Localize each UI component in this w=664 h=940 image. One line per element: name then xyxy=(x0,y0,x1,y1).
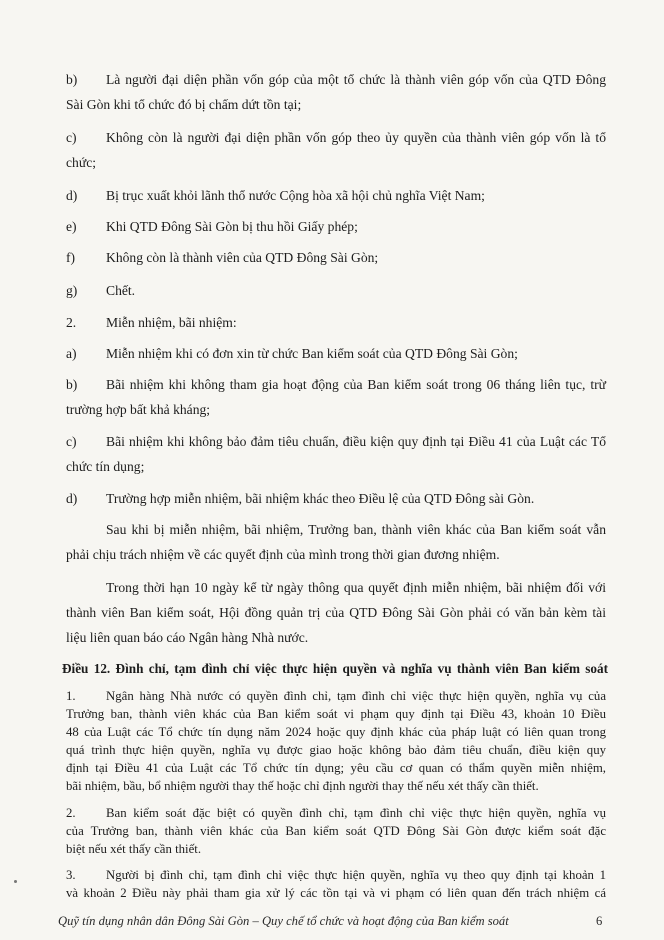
page-footer: Quỹ tín dụng nhân dân Đông Sài Gòn – Quy chế tổ chức và hoạt động của Ban kiểm soát xyxy=(58,914,509,928)
article-12-clause-1-line-4: quá trình thực hiện quyền, nghĩa vụ được giao hoặc không bảo đảm tiêu chuẩn, điều kiện quy xyxy=(66,743,606,757)
scan-speck xyxy=(14,880,17,883)
list-marker-e: e) xyxy=(66,219,77,234)
paragraph-1-line-2: phải chịu trách nhiệm về các quyết định của mình trong thời gian đương nhiệm. xyxy=(66,547,500,562)
article-12-clause-1-marker: 1. xyxy=(66,689,76,703)
item-c-line-2: chức; xyxy=(66,155,97,170)
clause-2-item-c-line-2: chức tín dụng; xyxy=(66,459,145,474)
article-12-heading: Điều 12. Đình chỉ, tạm đình chỉ việc thực hiện quyền và nghĩa vụ thành viên Ban kiểm soát xyxy=(62,661,608,676)
clause-2-marker-b: b) xyxy=(66,377,78,392)
clause-2-item-d: Trường hợp miễn nhiệm, bãi nhiệm khác theo Điều lệ của QTD Đông sài Gòn. xyxy=(106,491,535,506)
list-marker-b: b) xyxy=(66,72,78,87)
clause-2-item-a: Miễn nhiệm khi có đơn xin từ chức Ban kiểm soát của QTD Đông Sài Gòn; xyxy=(106,346,518,361)
page-number: 6 xyxy=(596,914,603,928)
paragraph-2-line-2: thành viên Ban kiểm soát, Hội đồng quản trị của QTD Đông Sài Gòn phải có văn bản kèm tài xyxy=(66,605,606,620)
clause-2-marker-d: d) xyxy=(66,491,78,506)
article-12-clause-2-line-3: biệt nếu xét thấy cần thiết. xyxy=(66,842,202,856)
clause-2-marker-c: c) xyxy=(66,434,77,449)
article-12-clause-1-line-6: bãi nhiệm, bầu, bổ nhiệm người thay thế hoặc chỉ định người thay thế nếu xét thấy cần thiết. xyxy=(66,779,539,793)
article-12-clause-1-line-5: định tại Điều 41 của Luật các Tổ chức tín dụng; yêu cầu cơ quan có thẩm quyền miễn nhiệm, xyxy=(66,761,606,775)
list-marker-g: g) xyxy=(66,283,78,298)
article-12-clause-1-line-1: Ngân hàng Nhà nước có quyền đình chỉ, tạm đình chỉ việc thực hiện quyền, nghĩa vụ của xyxy=(106,689,606,703)
article-12-clause-2-line-2: của Trưởng ban, thành viên khác của Ban kiểm soát QTD Đông Sài Gòn được kiểm soát đặc xyxy=(66,824,606,838)
paragraph-1-line-1: Sau khi bị miễn nhiệm, bãi nhiệm, Trưởng ban, thành viên khác của Ban kiểm soát vẫn xyxy=(106,522,606,537)
clause-2-marker-a: a) xyxy=(66,346,77,361)
list-marker-c: c) xyxy=(66,130,77,145)
article-12-clause-1-line-2: Trưởng ban, thành viên khác của Ban kiểm soát vi phạm quy định tại Điều 43, khoản 10 Điều xyxy=(66,707,606,721)
clause-2-title: Miễn nhiệm, bãi nhiệm: xyxy=(106,315,237,330)
item-d-text: Bị trục xuất khỏi lãnh thổ nước Cộng hòa xã hội chủ nghĩa Việt Nam; xyxy=(106,188,485,203)
article-12-clause-2-line-1: Ban kiểm soát đặc biệt có quyền đình chỉ, tạm đình chỉ việc thực hiện quyền, nghĩa vụ xyxy=(106,806,606,820)
list-marker-f: f) xyxy=(66,250,76,265)
clause-2-item-b-line-1: Bãi nhiệm khi không tham gia hoạt động của Ban kiểm soát trong 06 tháng liên tục, trừ xyxy=(106,377,606,392)
item-b-line-2: Sài Gòn khi tổ chức đó bị chấm dứt tồn tại; xyxy=(66,97,302,112)
article-12-clause-2-marker: 2. xyxy=(66,806,76,820)
item-g-text: Chết. xyxy=(106,283,136,298)
article-12-clause-3-line-1: Người bị đình chỉ, tạm đình chỉ việc thực hiện quyền, nghĩa vụ theo quy định tại khoản 1 xyxy=(106,868,606,882)
clause-2-item-b-line-2: trường hợp bất khả kháng; xyxy=(66,402,211,417)
article-12-clause-3-marker: 3. xyxy=(66,868,76,882)
paragraph-2-line-3: liệu liên quan báo cáo Ngân hàng Nhà nước. xyxy=(66,630,309,645)
list-marker-d: d) xyxy=(66,188,78,203)
item-f-text: Không còn là thành viên của QTD Đông Sài Gòn; xyxy=(106,250,379,265)
clause-2-item-c-line-1: Bãi nhiệm khi không bảo đảm tiêu chuẩn, điều kiện quy định tại Điều 41 của Luật các Tổ xyxy=(106,434,606,449)
clause-2-marker: 2. xyxy=(66,315,77,330)
article-12-clause-3-line-2: và khoản 2 Điều này phải tham gia xử lý các tồn tại và vi phạm có liên quan đến trách nhiệm cá xyxy=(66,886,606,900)
article-12-clause-1-line-3: 48 của Luật các Tổ chức tín dụng năm 2024 hoặc quy định khác của pháp luật có liên quan trong xyxy=(66,725,606,739)
item-b-line-1: Là người đại diện phần vốn góp của một tổ chức là thành viên góp vốn của QTD Đông xyxy=(106,72,606,87)
item-c-line-1: Không còn là người đại diện phần vốn góp theo ủy quyền của thành viên góp vốn là tổ xyxy=(106,130,606,145)
paragraph-2-line-1: Trong thời hạn 10 ngày kể từ ngày thông qua quyết định miễn nhiệm, bãi nhiệm đối với xyxy=(106,580,606,595)
item-e-text: Khi QTD Đông Sài Gòn bị thu hồi Giấy phép; xyxy=(106,219,358,234)
